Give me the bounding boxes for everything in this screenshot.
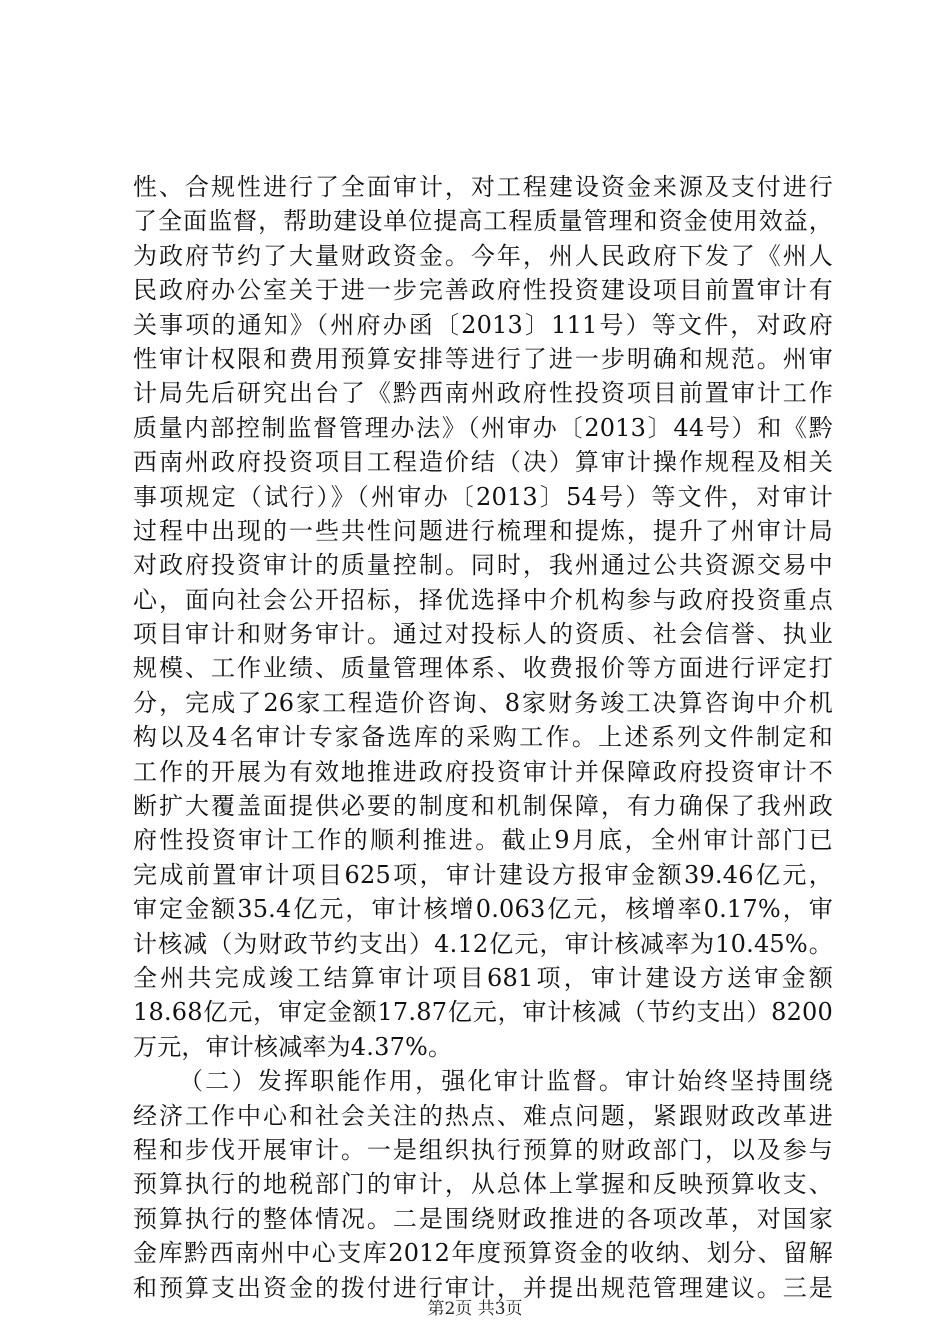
text-line: 性审计权限和费用预算安排等进行了进一步明确和规范。州审	[133, 344, 833, 373]
text-line: 18.68亿元，审定金额17.87亿元，审计核减（节约支出）8200	[133, 998, 833, 1027]
text-line: 断扩大覆盖面提供必要的制度和机制保障，有力确保了我州政	[133, 792, 833, 821]
text-line: 对政府投资审计的质量控制。同时，我州通过公共资源交易中	[133, 551, 833, 580]
text-line: 完成前置审计项目625项，审计建设方报审金额39.46亿元，	[133, 860, 833, 889]
page-footer	[0, 1298, 950, 1320]
text-line: 计局先后研究出台了《黔西南州政府性投资项目前置审计工作	[133, 379, 833, 408]
text-line: 审定金额35.4亿元，审计核增0.063亿元，核增率0.17%，审	[133, 895, 833, 924]
body-text	[133, 170, 833, 1305]
text-line: 金库黔西南州中心支库2012年度预算资金的收纳、划分、留解	[133, 1239, 833, 1268]
text-line: 府性投资审计工作的顺利推进。截止9月底，全州审计部门已	[133, 826, 833, 855]
text-line: 西南州政府投资项目工程造价结（决）算审计操作规程及相关	[133, 448, 833, 477]
text-line: 规模、工作业绩、质量管理体系、收费报价等方面进行评定打	[133, 654, 833, 683]
text-line: 心，面向社会公开招标，择优选择中介机构参与政府投资重点	[133, 585, 833, 614]
text-line: 了全面监督，帮助建设单位提高工程质量管理和资金使用效益，	[133, 207, 833, 236]
text-line: 计核减（为财政节约支出）4.12亿元，审计核减率为10.45%。	[133, 929, 833, 958]
text-line: 为政府节约了大量财政资金。今年，州人民政府下发了《州人	[133, 241, 833, 270]
text-line: 关事项的通知》（州府办函〔2013〕111号）等文件，对政府	[133, 310, 833, 339]
text-line: 构以及4名审计专家备选库的采购工作。上述系列文件制定和	[133, 723, 833, 752]
text-line: 质量内部控制监督管理办法》（州审办〔2013〕44号）和《黔	[133, 413, 833, 442]
text-line: （二）发挥职能作用，强化审计监督。审计始终坚持围绕	[179, 1067, 833, 1096]
text-line: 分，完成了26家工程造价咨询、8家财务竣工决算咨询中介机	[133, 688, 833, 717]
text-line: 民政府办公室关于进一步完善政府性投资建设项目前置审计有	[133, 276, 833, 305]
text-line: 全州共完成竣工结算审计项目681项，审计建设方送审金额	[133, 963, 833, 992]
text-line: 预算执行的地税部门的审计，从总体上掌握和反映预算收支、	[133, 1170, 833, 1199]
text-line: 过程中出现的一些共性问题进行梳理和提炼，提升了州审计局	[133, 516, 833, 545]
text-line: 事项规定（试行）》（州审办〔2013〕54号）等文件，对审计	[133, 482, 833, 511]
text-line: 程和步伐开展审计。一是组织执行预算的财政部门，以及参与	[133, 1135, 833, 1164]
text-line: 万元，审计核减率为4.37%。	[133, 1032, 453, 1061]
page-number: 第2页 共3页	[427, 1299, 523, 1319]
text-line: 项目审计和财务审计。通过对投标人的资质、社会信誉、执业	[133, 620, 833, 649]
text-line: 经济工作中心和社会关注的热点、难点问题，紧跟财政改革进	[133, 1101, 833, 1130]
text-line: 性、合规性进行了全面审计，对工程建设资金来源及支付进行	[133, 173, 833, 201]
text-line: 预算执行的整体情况。二是围绕财政推进的各项改革，对国家	[133, 1204, 833, 1233]
text-line: 和预算支出资金的拨付进行审计，并提出规范管理建议。三是	[133, 1273, 833, 1302]
text-line: 工作的开展为有效地推进政府投资审计并保障政府投资审计不	[133, 757, 833, 786]
